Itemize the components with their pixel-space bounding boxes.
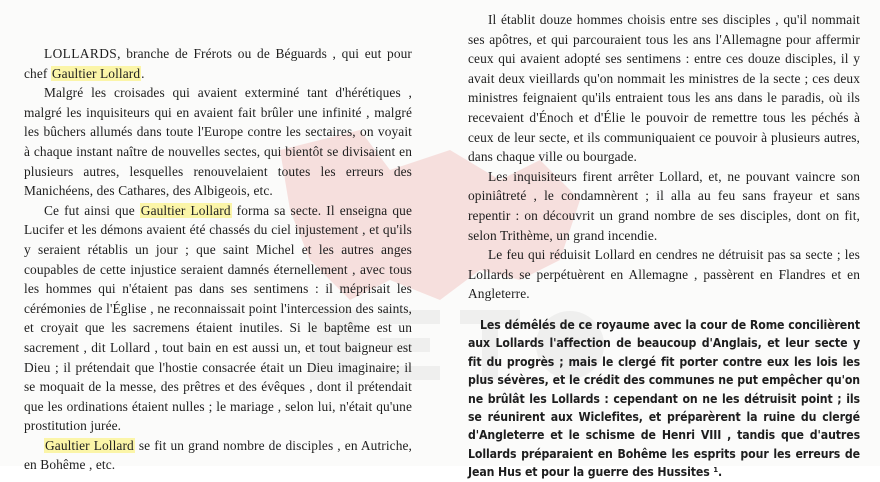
paragraph-spread: Le feu qui réduisit Lollard en cendres ne détruisit pas sa secte ; les Lollards se perpétuèrent en Allemagne , passèrent en Flandres et en Angleterre.: [468, 247, 860, 302]
footnote-block: [468, 316, 860, 482]
paragraph-england: Les démêlés de ce royaume avec la cour de Rome concilièrent aux Lollards l'affection de beaucoup d'Anglais, et leur secte y fit du progrès ; mais le clergé fit porter contre eux les lois les plus sévères, et le crédit des communes ne put empêcher qu'on ne brûlât les Lollards : cependant on ne les détruisit point ; ils se réunirent aux Wiclefites, et préparèrent la ruine du clergé d'Angleterre et le schisme de Henri VIII , tandis que d'autres Lollards préparaient en Bohême les esprits pour les erreurs de Jean Hus et pour la guerre des Hussites ¹.: [468, 317, 860, 480]
paragraph-apostles: Il établit douze hommes choisis entre ses disciples , qu'il nommait ses apôtres, et qui parcouraient tous les ans l'Allemagne pour affermir ceux qui avaient adopté ses sentimens : entre ces douze disciples, il y avait deux vieillards qu'on nommait les ministres de la secte ; ces deux ministres feignaient qu'ils entraient tous les ans dans le paradis, où ils recevaient d'Énoch et d'Élie le pouvoir de remettre tous les péchés à ceux de leur secte, et ils communiquaient ce pouvoir à plusieurs autres, dans chaque ville ou bourgade.: [468, 12, 860, 165]
paragraph-doctrine: Ce fut ainsi que Gaultier Lollard forma sa secte. Il enseigna que Lucifer et les démons avaient été chassés du ciel injustement , et qu'ils y seraient rétablis un jour ; que saint Michel et les autres anges coupables de cette injustice seraient damnés éternellement , avec tous les hommes qui n'étaient pas dans ses sentimens : il méprisait les cérémonies de l'Église , ne reconnaissait point l'intercession des saints, et croyait que les sacremens étaient inutiles. Si le baptême est un sacrement , dit Lollard , tout bain en est aussi un, et tout baigneur est Dieu ; il prétendait que l'hostie consacrée était un Dieu imaginaire; il se moquait de la messe, des prêtres et des évêques , dont il prétendait que les ordinations étaient nulles ; le mariage , selon lui, n'était qu'une prostitution jurée.: [24, 202, 413, 434]
highlighted-name: Gaultier Lollard: [51, 65, 141, 81]
left-column: [24, 44, 412, 475]
right-column: [468, 10, 860, 482]
paragraph-inquisitors: Les inquisiteurs firent arrêter Lollard, et, ne pouvant vaincre son opiniâtreté , le condamnèrent ; il alla au feu sans frayeur et sans repentir : on découvrit un grand nombre de ses disciples, dont on fit, selon Trithème, un grand incendie.: [468, 168, 860, 243]
paragraph-disciples: Gaultier Lollard se fit un grand nombre de disciples , en Autriche, en Bohême , etc.: [24, 437, 413, 473]
highlighted-name: Gaultier Lollard: [140, 202, 231, 218]
highlighted-name: Gaultier Lollard: [45, 437, 134, 453]
entry-heading: LOLLARDS: [44, 46, 118, 61]
paragraph-crusades: Malgré les croisades qui avaient exterminé tant d'hérétiques , malgré les inquisiteurs qui en avaient fait brûler une infinité , malgré les bûchers allumés dans toute l'Europe contre les sectaires, on voyait à chaque instant naître de nouvelles sectes, qui bientôt se divisaient en plusieurs autres, lesquelles renouvelaient toutes les erreurs des Manichéens, des Cathares, des Albigeois, etc.: [24, 85, 412, 199]
paragraph-intro: LOLLARDS, branche de Frérots ou de Béguards , qui eut pour chef Gaultier Lollard.: [24, 46, 412, 81]
